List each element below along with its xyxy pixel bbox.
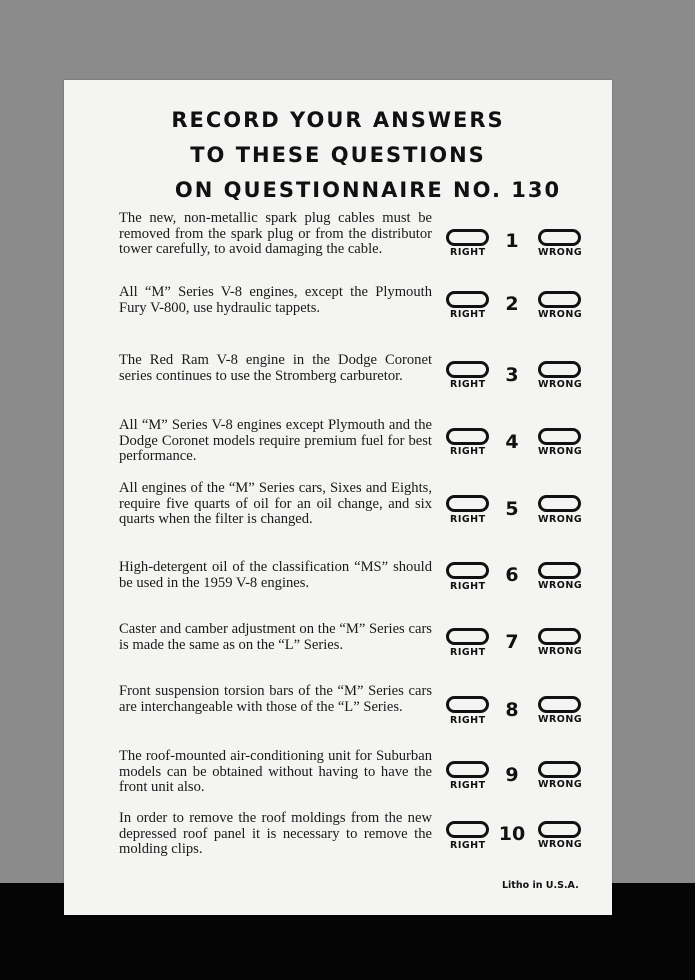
wrong-label: WRONG (538, 580, 583, 591)
wrong-label: WRONG (538, 446, 583, 457)
question-number: 6 (505, 564, 519, 586)
question-text: High-detergent oil of the classification “MS” should be used in the 1959 V-8 engines. (119, 559, 432, 591)
heading-line-2: TO THESE QUESTIONS (190, 143, 486, 167)
right-answer-bubble[interactable] (446, 761, 489, 778)
wrong-label: WRONG (538, 247, 583, 258)
right-answer-bubble[interactable] (446, 495, 489, 512)
wrong-answer-bubble[interactable] (538, 495, 581, 512)
print-credit: Litho in U.S.A. (502, 880, 579, 891)
answer-sheet (64, 80, 612, 915)
heading-line-3: ON QUESTIONNAIRE NO. 130 (174, 178, 562, 202)
heading-line-1: RECORD YOUR ANSWERS (171, 108, 505, 132)
question-number: 7 (505, 631, 519, 653)
question-text: All “M” Series V-8 engines, except the Plymouth Fury V-800, use hydraulic tappets. (119, 284, 432, 316)
right-answer-bubble[interactable] (446, 361, 489, 378)
question-number: 10 (498, 823, 526, 845)
right-label: RIGHT (450, 379, 486, 390)
question-text: All “M” Series V-8 engines except Plymouth and the Dodge Coronet models require premium fuel for best performance. (119, 417, 432, 465)
right-answer-bubble[interactable] (446, 562, 489, 579)
right-label: RIGHT (450, 581, 486, 592)
wrong-answer-bubble[interactable] (538, 229, 581, 246)
right-label: RIGHT (450, 780, 486, 791)
right-answer-bubble[interactable] (446, 821, 489, 838)
wrong-answer-bubble[interactable] (538, 361, 581, 378)
right-answer-bubble[interactable] (446, 229, 489, 246)
right-answer-bubble[interactable] (446, 428, 489, 445)
question-text: All engines of the “M” Series cars, Sixes and Eights, require five quarts of oil for an oil change, and six quarts when the filter is changed. (119, 480, 432, 528)
wrong-label: WRONG (538, 379, 583, 390)
wrong-answer-bubble[interactable] (538, 761, 581, 778)
question-number: 5 (505, 498, 519, 520)
question-text: The new, non-metallic spark plug cables must be removed from the spark plug or from the distributor tower carefully, to avoid damaging the cable. (119, 210, 432, 258)
question-text: In order to remove the roof moldings from the new depressed roof panel it is necessary to remove the molding clips. (119, 810, 432, 858)
wrong-answer-bubble[interactable] (538, 562, 581, 579)
wrong-label: WRONG (538, 839, 583, 850)
right-answer-bubble[interactable] (446, 291, 489, 308)
right-label: RIGHT (450, 247, 486, 258)
wrong-label: WRONG (538, 309, 583, 320)
question-text: Caster and camber adjustment on the “M” Series cars is made the same as on the “L” Series. (119, 621, 432, 653)
wrong-label: WRONG (538, 514, 583, 525)
right-label: RIGHT (450, 446, 486, 457)
right-label: RIGHT (450, 840, 486, 851)
wrong-answer-bubble[interactable] (538, 628, 581, 645)
wrong-answer-bubble[interactable] (538, 291, 581, 308)
right-label: RIGHT (450, 309, 486, 320)
question-number: 8 (505, 699, 519, 721)
wrong-label: WRONG (538, 714, 583, 725)
right-answer-bubble[interactable] (446, 696, 489, 713)
right-label: RIGHT (450, 514, 486, 525)
question-number: 2 (505, 293, 519, 315)
wrong-answer-bubble[interactable] (538, 428, 581, 445)
wrong-label: WRONG (538, 646, 583, 657)
wrong-answer-bubble[interactable] (538, 696, 581, 713)
right-answer-bubble[interactable] (446, 628, 489, 645)
question-text: Front suspension torsion bars of the “M” Series cars are interchangeable with those of the “L” Series. (119, 683, 432, 715)
question-text: The Red Ram V-8 engine in the Dodge Coronet series continues to use the Stromberg carburetor. (119, 352, 432, 384)
question-text: The roof-mounted air-conditioning unit for Suburban models can be obtained without having to have the front unit also. (119, 748, 432, 796)
question-number: 4 (505, 431, 519, 453)
wrong-label: WRONG (538, 779, 583, 790)
question-number: 1 (505, 230, 519, 252)
right-label: RIGHT (450, 715, 486, 726)
right-label: RIGHT (450, 647, 486, 658)
question-number: 3 (505, 364, 519, 386)
question-number: 9 (505, 764, 519, 786)
wrong-answer-bubble[interactable] (538, 821, 581, 838)
